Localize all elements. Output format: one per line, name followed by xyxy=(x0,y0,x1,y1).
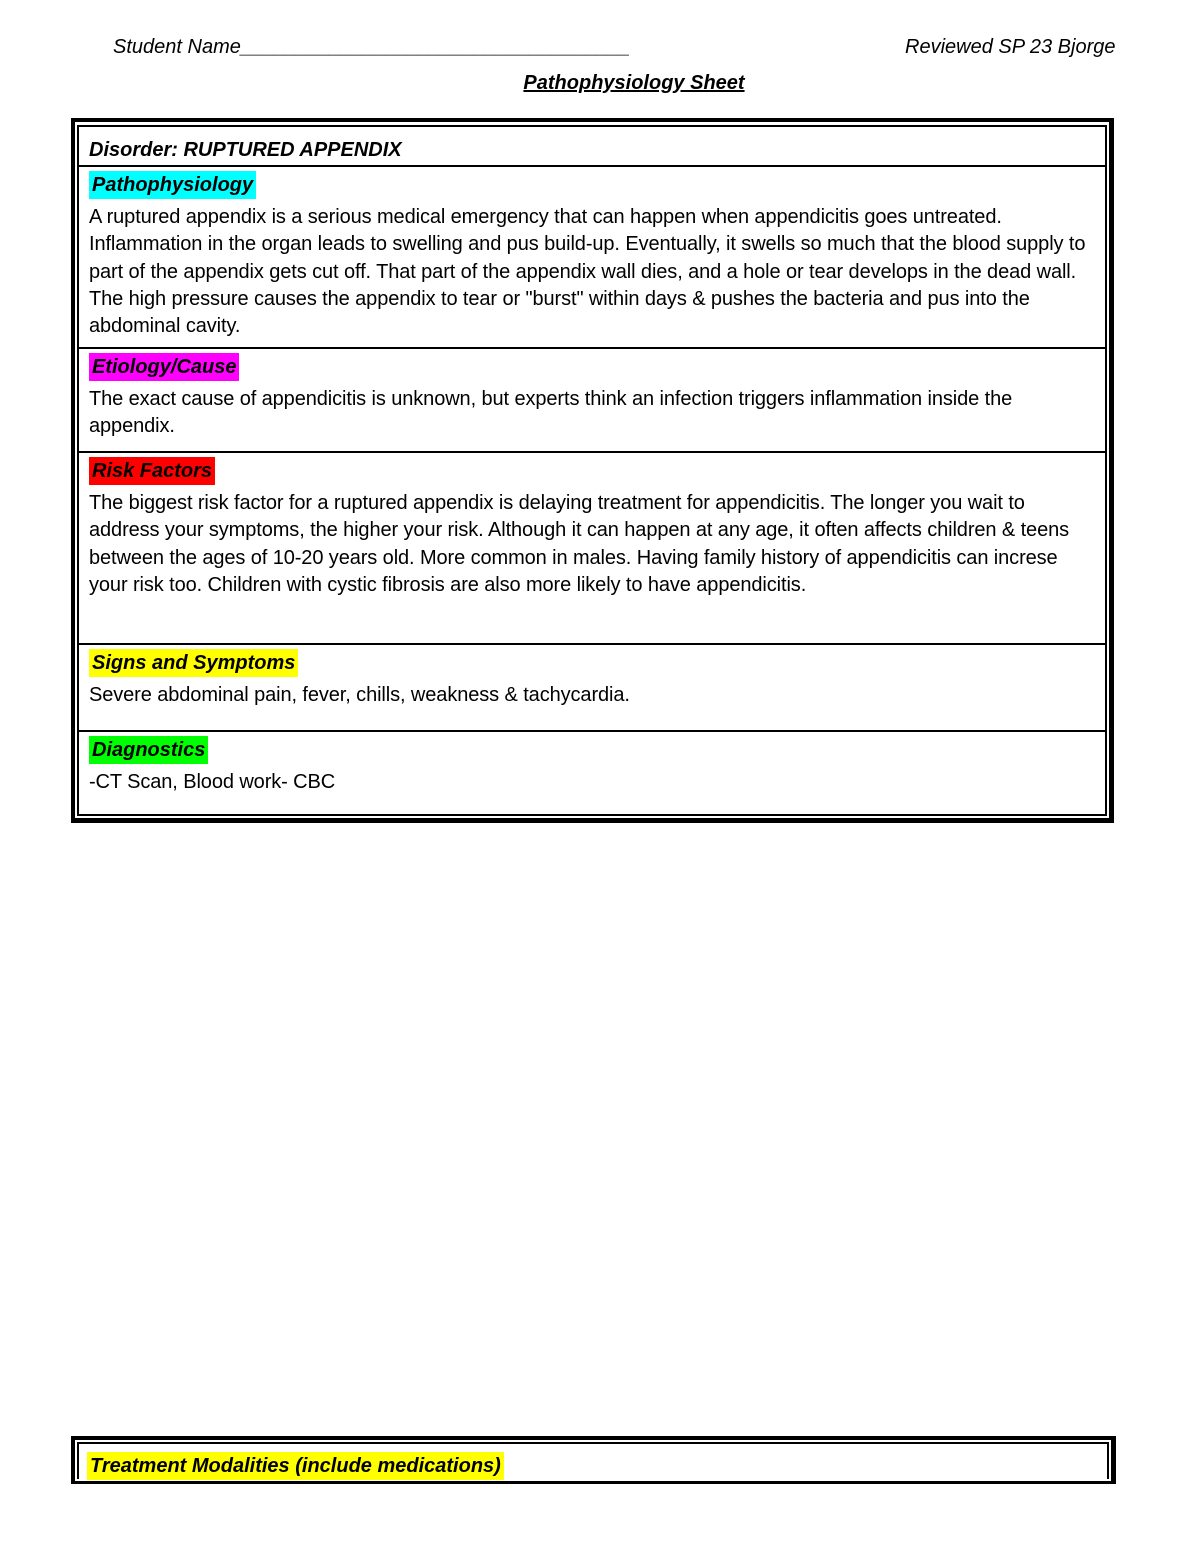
section-etiology xyxy=(79,347,1105,451)
section-body-pathophysiology: A ruptured appendix is a serious medical emergency that can happen when appendicitis goes untreated. Inflammation in the organ leads to swelling and pus build-up. Eventually, it swells so much that the blood supply to part of the appendix gets cut off. That part of the appendix wall dies, and a hole or tear develops in the dead wall. The high pressure causes the appendix to tear or "burst" within days & pushes the bacteria and pus into the abdominal cavity. xyxy=(89,206,1086,338)
section-signs-symptoms xyxy=(79,643,1105,730)
disorder-row xyxy=(79,127,1105,165)
pathophysiology-table xyxy=(71,118,1114,823)
section-heading-diagnostics: Diagnostics xyxy=(89,736,208,764)
student-name-field: Student Name___________________________________ xyxy=(113,36,631,58)
section-heading-pathophysiology: Pathophysiology xyxy=(89,171,256,199)
section-pathophysiology xyxy=(79,165,1105,347)
section-body-risk-factors: The biggest risk factor for a ruptured appendix is delaying treatment for appendicitis. The longer you wait to address your symptoms, the higher your risk. Although it can happen at any age, it often affects children & teens between the ages of 10-20 years old. More common in males. Having family history of appendicitis can increse your risk too. Children with cystic fibrosis are also more likely to have appendicitis. xyxy=(89,492,1070,596)
section-body-signs-symptoms: Severe abdominal pain, fever, chills, weakness & tachycardia. xyxy=(89,684,630,706)
section-heading-etiology: Etiology/Cause xyxy=(89,353,239,381)
section-heading-risk-factors: Risk Factors xyxy=(89,457,215,485)
section-body-diagnostics: -CT Scan, Blood work- CBC xyxy=(89,771,336,793)
section-diagnostics xyxy=(79,730,1105,814)
section-heading-signs-symptoms: Signs and Symptoms xyxy=(89,649,298,677)
page-title: Pathophysiology Sheet xyxy=(523,72,745,94)
reviewed-note: Reviewed SP 23 Bjorge xyxy=(905,36,1116,58)
section-risk-factors xyxy=(79,451,1105,643)
section-heading-treatment: Treatment Modalities (include medications) xyxy=(87,1452,504,1480)
treatment-table xyxy=(71,1436,1116,1484)
treatment-row xyxy=(77,1442,1109,1479)
table-inner xyxy=(77,125,1107,816)
disorder-label: Disorder: RUPTURED APPENDIX xyxy=(89,139,402,161)
section-body-etiology: The exact cause of appendicitis is unknown, but experts think an infection triggers inflammation inside the appendix. xyxy=(89,388,1013,438)
